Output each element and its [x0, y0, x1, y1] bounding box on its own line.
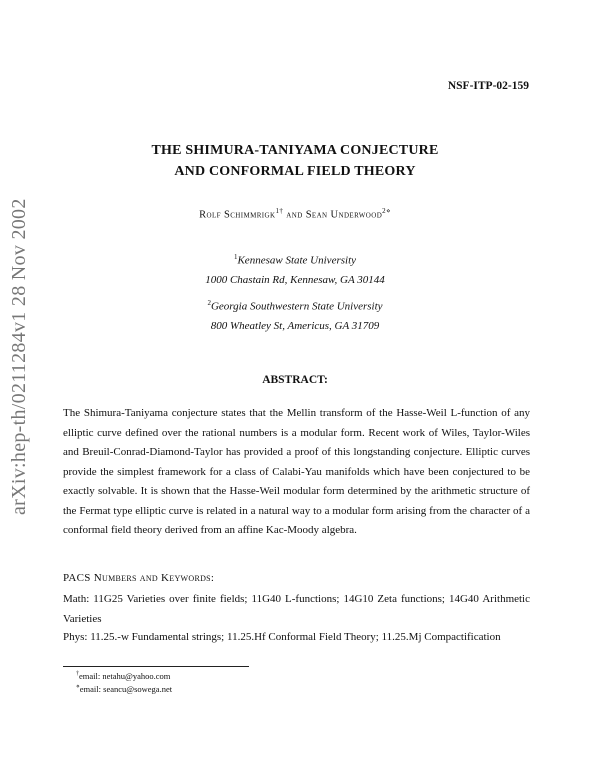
footnote-2 — [76, 683, 172, 694]
affiliation-2-address: 800 Wheatley St, Americus, GA 31709 — [210, 319, 380, 332]
affiliation-2-name: Georgia Southwestern State University — [210, 300, 383, 313]
author-connector: and — [283, 209, 306, 221]
keywords-phys: Phys: 11.25.-w Fundamental strings; 11.25.Hf Conformal Field Theory; 11.25.Mj Compactification — [63, 631, 501, 643]
arxiv-side-identifier: arXiv:hep-th/0211284v1 28 Nov 2002 — [8, 198, 30, 515]
title-line-1: THE SHIMURA-TANIYAMA CONJECTURE — [151, 143, 439, 158]
footnote-1-text: email: netahu@yahoo.com — [79, 671, 171, 681]
abstract-heading: ABSTRACT: — [262, 374, 328, 386]
affiliation-2 — [60, 294, 530, 336]
paper-title — [60, 140, 530, 182]
keywords-math: Math: 11G25 Varieties over finite fields; 11G40 L-functions; 14G10 Zeta functions; 14G40 Arithmetic Varieties — [63, 593, 530, 625]
affiliation-2-mark: 2 — [207, 299, 211, 307]
affiliation-1-mark: 1 — [233, 253, 238, 261]
author-list — [60, 207, 530, 221]
author-2: Sean Underwood — [305, 209, 383, 221]
footnote-2-mark: ⋄ — [76, 684, 80, 690]
footnote-rule — [63, 666, 249, 667]
author-2-marks: 2⋄ — [382, 207, 391, 215]
abstract-text: The Shimura-Taniyama conjecture states that the Mellin transform of the Hasse-Weil L-function of any elliptic curve defined over the rational numbers is a modular form. Recent work of Wiles, Taylor-Wiles and Breuil-Conrad-Diamond-Taylor has provided a proof of this longstanding conjecture. Elliptic curves provide the simplest framework for a class of Calabi-Yau manifolds which have been conjectured to be exactly solvable. It is shown that the Hasse-Weil modular form determined by the arithmetic structure of the Fermat type elliptic curve is related in a natural way to a modular form arising from the character of a conformal field theory derived from an affine Kac-Moody algebra. — [63, 407, 530, 536]
affiliation-1 — [60, 248, 530, 290]
report-number: NSF-ITP-02-159 — [447, 80, 529, 92]
author-1: Rolf Schimmrigk — [199, 209, 276, 221]
keywords-heading: PACS Numbers and Keywords: — [63, 572, 215, 584]
title-line-2: AND CONFORMAL FIELD THEORY — [174, 164, 416, 179]
affiliation-1-name: Kennesaw State University — [237, 254, 357, 267]
footnote-2-text: email: seancu@sowega.net — [79, 683, 173, 694]
author-1-marks: 1† — [275, 207, 284, 215]
affiliation-1-address: 1000 Chastain Rd, Kennesaw, GA 30144 — [205, 273, 385, 286]
footnote-1 — [76, 671, 170, 681]
footnote-1-mark: † — [76, 671, 79, 678]
